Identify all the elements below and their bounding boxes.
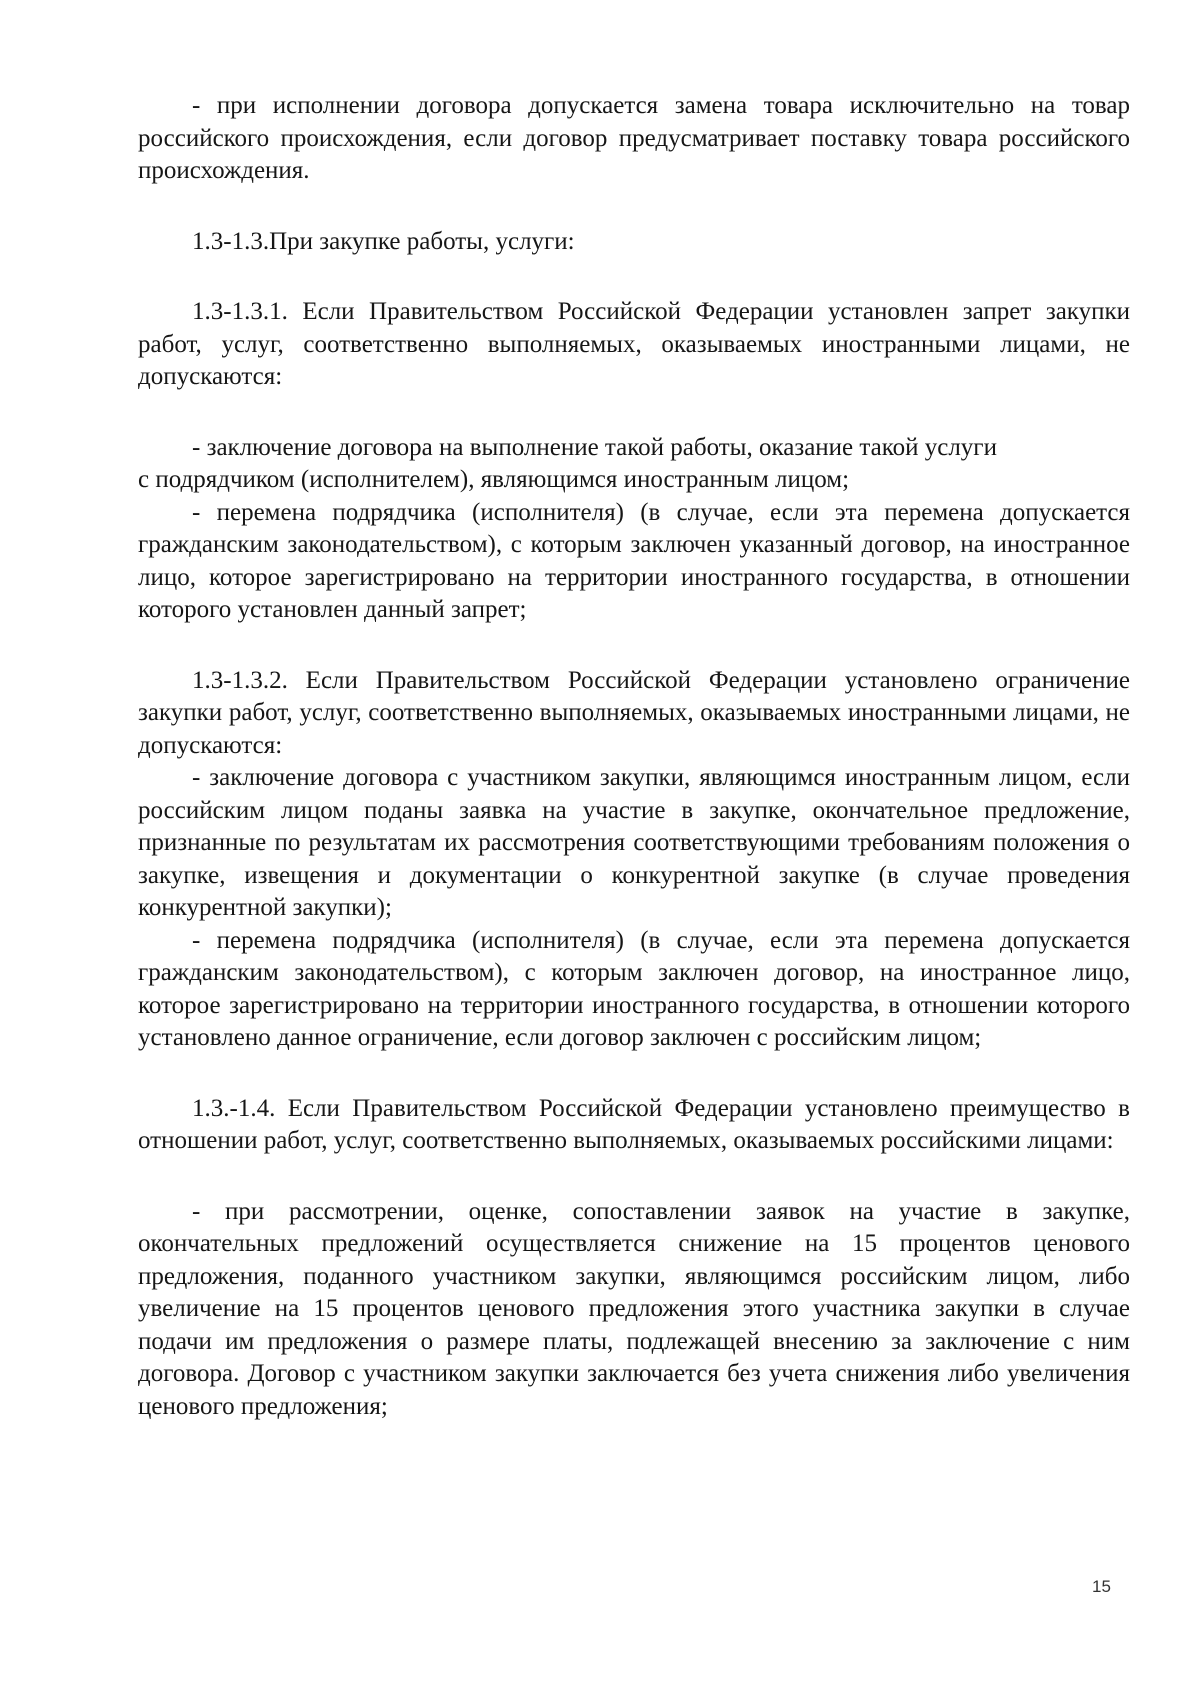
document-body [138, 90, 1130, 1423]
paragraph-goods-replacement: - при исполнении договора допускается замена товара исключительно на товар российского происхождения, если договор предусматривает поставку товара российского происхождения. [138, 92, 1130, 184]
list-item-conclusion-contract: - заключение договора на выполнение такой работы, оказание такой услуги [192, 433, 997, 461]
list-item-contractor-change-restriction: - перемена подрядчика (исполнителя) (в случае, если эта перемена допускается гражданским законодательством), с которым заключен договор, на иностранное лицо, которое зарегистрировано на территории иностранного государства, в отношении которого установлено данное ограничение, если договор заключен с российским лицом; [138, 926, 1130, 1051]
section-heading-works-services: 1.3-1.3.При закупке работы, услуги: [192, 227, 575, 255]
paragraph-1-3-1-4: 1.3.-1.4. Если Правительством Российской Федерации установлено преимущество в отношении работ, услуг, соответственно выполняемых, оказываемых российскими лицами: [138, 1094, 1130, 1154]
list-item-price-reduction: - при рассмотрении, оценке, сопоставлении заявок на участие в закупке, окончательных предложений осуществляется снижение на 15 процентов ценового предложения, поданного участником закупки, являющимся российским лицом, либо увеличение на 15 процентов ценового предложения этого участника закупки в случае подачи им предложения о размере платы, подлежащей внесению за заключение с ним договора. Договор с участником закупки заключается без учета снижения либо увеличения ценового предложения; [138, 1197, 1130, 1420]
paragraph-1-3-1: 1.3-1.3.1. Если Правительством Российской Федерации установлен запрет закупки работ, услуг, соответственно выполняемых, оказываемых иностранными лицами, не допускаются: [138, 298, 1130, 390]
list-item-continuation: с подрядчиком (исполнителем), являющимся иностранным лицом; [138, 466, 850, 493]
paragraph-1-3-2: 1.3-1.3.2. Если Правительством Российской Федерации установлено ограничение закупки работ, услуг, соответственно выполняемых, оказываемых иностранными лицами, не допускаются: [138, 666, 1130, 759]
page-number: 15 [1092, 1577, 1111, 1596]
list-item-contractor-change: - перемена подрядчика (исполнителя) (в случае, если эта перемена допускается гражданским законодательством), с которым заключен указанный договор, на иностранное лицо, которое зарегистрировано на территории иностранного государства, в отношении которого установлен данный запрет; [138, 498, 1130, 623]
list-item-foreign-participant: - заключение договора с участником закупки, являющимся иностранным лицом, если российским лицом поданы заявка на участие в закупке, окончательное предложение, признанные по результатам их рассмотрения соответствующими требованиям положения о закупке, извещения и документации о конкурентной закупке (в случае проведения конкурентной закупки); [138, 764, 1130, 921]
